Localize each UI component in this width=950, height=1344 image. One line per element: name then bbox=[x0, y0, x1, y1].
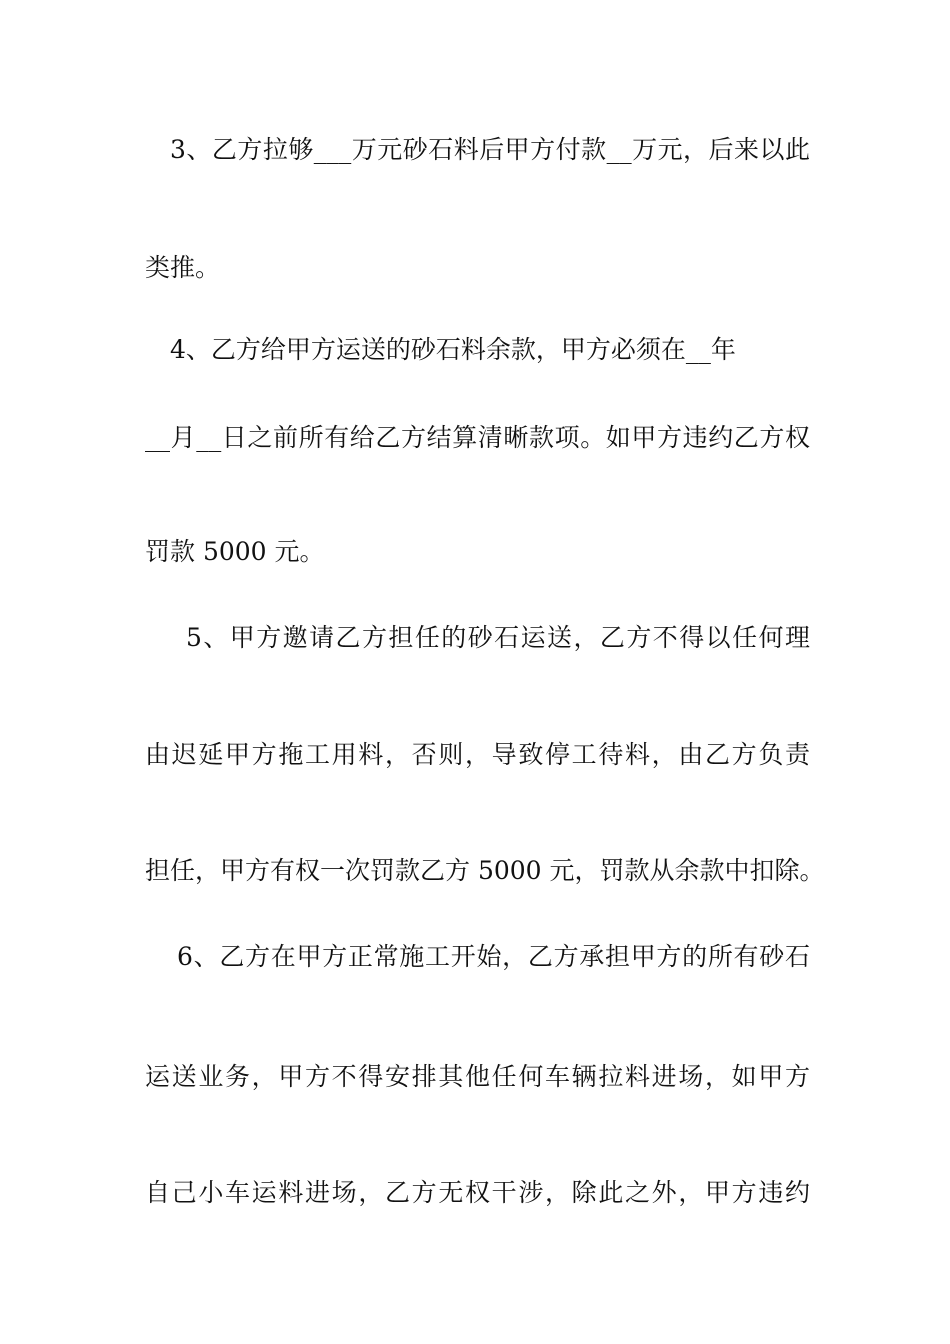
paragraph-6-line-1: 6、乙方在甲方正常施工开始，乙方承担甲方的所有砂石 bbox=[177, 942, 810, 971]
paragraph-4-line-2: __月__日之前所有给乙方结算清晰款项。如甲方违约乙方权 bbox=[145, 423, 810, 452]
paragraph-6-line-3: 自己小车运料进场，乙方无权干涉，除此之外，甲方违约 bbox=[145, 1178, 810, 1207]
paragraph-5-line-3: 担任，甲方有权一次罚款乙方 5000 元，罚款从余款中扣除。 bbox=[145, 856, 825, 885]
paragraph-6-line-2: 运送业务，甲方不得安排其他任何车辆拉料进场，如甲方 bbox=[145, 1062, 810, 1091]
paragraph-5-line-2: 由迟延甲方拖工用料，否则，导致停工待料，由乙方负责 bbox=[145, 740, 810, 769]
paragraph-3-line-2: 类推。 bbox=[145, 253, 221, 282]
paragraph-3-line-1: 3、乙方拉够___万元砂石料后甲方付款__万元，后来以此 bbox=[170, 135, 810, 164]
paragraph-4-line-1: 4、乙方给甲方运送的砂石料余款，甲方必须在__年 bbox=[170, 335, 736, 364]
paragraph-5-line-1: 5、甲方邀请乙方担任的砂石运送，乙方不得以任何理 bbox=[186, 623, 810, 652]
paragraph-4-line-3: 罚款 5000 元。 bbox=[145, 537, 325, 566]
